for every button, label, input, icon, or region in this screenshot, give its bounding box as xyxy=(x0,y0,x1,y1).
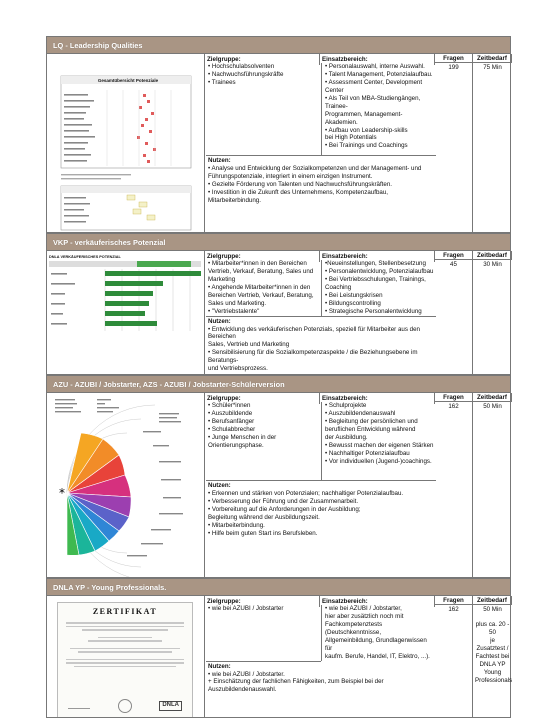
fragen-header: Fragen xyxy=(435,393,473,402)
einsatzbereich-list xyxy=(321,63,436,155)
nutzen-block xyxy=(206,316,436,375)
fragen-value: 162 xyxy=(435,402,473,577)
list-item: • Talent Management, Potenzialaufbau. xyxy=(325,70,433,78)
list-item: • Hilfe beim guten Start ins Berufsleben. xyxy=(208,529,318,537)
list-item: Fachkompetenztests (Deutschkenntnisse, xyxy=(325,620,383,636)
list-item: beruflichen Entwicklung während xyxy=(325,425,416,433)
list-item: • Schulabbrecher xyxy=(208,425,256,433)
einsatzbereich-list xyxy=(321,402,436,480)
zielgruppe-list xyxy=(206,260,321,316)
section-dnla-yp xyxy=(46,578,511,718)
zeitbedarf-header: Zeitbedarf xyxy=(473,393,512,402)
einsatzbereich-label: Einsatzbereich: xyxy=(320,54,435,65)
zielgruppe-label: Zielgruppe: xyxy=(205,596,320,607)
list-item: • Angehende Mitarbeiter*innen in den xyxy=(208,283,311,291)
azu-thumbnail xyxy=(47,393,205,577)
list-item: • Bei Leistungskrisen xyxy=(325,291,383,299)
list-item: • Analyse und Entwicklung der Sozialkompetenzen und der Management- und xyxy=(208,164,422,172)
list-item: Programmen, Management-Akademien. xyxy=(325,110,403,126)
list-item: • Aufbau von Leadership-skills xyxy=(325,126,408,134)
list-item: Orientierungsphase. xyxy=(208,441,264,449)
zielgruppe-label: Zielgruppe: xyxy=(205,251,320,262)
lq-thumbnail xyxy=(47,54,205,232)
section-title: DNLA YP - Young Professionals. xyxy=(53,583,167,592)
nutzen-label: Nutzen: xyxy=(208,157,231,164)
yp-text-block xyxy=(206,605,436,695)
list-item: • Nachhaltiger Potenzialaufbau xyxy=(325,449,410,457)
list-item: • Schulprojekte xyxy=(325,402,367,409)
list-item: • Berufsanfänger xyxy=(208,417,255,425)
list-item: hier aber zusätzlich noch mit xyxy=(325,612,404,620)
list-item: • Auszubildendenauswahl xyxy=(325,409,396,417)
zeitbedarf-header: Zeitbedarf xyxy=(473,54,512,63)
fragen-header: Fragen xyxy=(435,54,473,63)
section-title-band xyxy=(47,36,510,53)
yp-thumbnail xyxy=(47,596,205,717)
nutzen-block xyxy=(206,480,436,539)
zielgruppe-label: Zielgruppe: xyxy=(205,54,320,65)
zeitbedarf-value: 30 Min xyxy=(483,261,502,268)
document-page xyxy=(46,36,511,718)
zielgruppe-label: Zielgruppe: xyxy=(205,393,320,404)
section-azu xyxy=(46,375,511,578)
zeitbedarf-line: DNLA YP xyxy=(479,660,506,668)
svg-text:*: * xyxy=(59,486,65,500)
list-item: • wie bei AZUBI / Jobstarter, xyxy=(325,605,402,612)
list-item: • Auszubildende xyxy=(208,409,253,417)
list-item: • Vor individuellen (Jugend-)coachings. xyxy=(325,457,432,465)
list-item: Auszubildendenauswahl. xyxy=(208,686,277,694)
seal-icon xyxy=(118,699,132,713)
list-item: • Nachwuchsführungskräfte xyxy=(208,70,284,78)
list-item: • Personalentwicklung, Potenzialaufbau xyxy=(325,267,434,275)
section-title-band xyxy=(47,578,510,595)
nutzen-block xyxy=(206,155,436,206)
list-item: • Vorbereitung auf die Anforderungen in der Ausbildung; xyxy=(208,505,361,513)
section-title-band xyxy=(47,375,510,392)
lq-text-block xyxy=(206,63,436,206)
list-item: • Verbesserung der Führung und der Zusammenarbeit. xyxy=(208,497,359,505)
zeitbedarf-line: plus ca. 20 - xyxy=(475,620,510,628)
list-item: • Trainees xyxy=(208,78,236,86)
list-item: Vertrieb, Verkauf, Beratung, Sales und xyxy=(208,267,314,275)
section-title: AZU - AZUBI / Jobstarter, AZS - AZUBI / Jobstarter-Schülerversion xyxy=(53,380,285,389)
zeitbedarf-line: je Zusatztest / xyxy=(476,636,509,652)
zeitbedarf-value: 50 Min xyxy=(483,403,502,410)
zeitbedarf-line: Professionals xyxy=(475,676,513,684)
list-item: • "Vertriebstalente" xyxy=(208,307,260,315)
list-item: •Neueinstellungen, Stellenbesetzung xyxy=(325,260,426,267)
list-item: Führungspotenziale, integriert in einem einzigen Instrument. xyxy=(208,172,373,180)
list-item: Bereichen Vertrieb, Verkauf, Beratung, xyxy=(208,291,314,299)
list-item: • Strategische Personalentwicklung xyxy=(325,307,422,315)
list-item: • wie bei AZUBI / Jobstarter. xyxy=(208,670,285,678)
list-item: • Mitarbeiterbindung. xyxy=(208,521,265,529)
einsatzbereich-list xyxy=(321,260,436,316)
zeitbedarf-line: Fachtest bei xyxy=(475,652,510,660)
list-item: Sales und Marketing. xyxy=(208,299,267,307)
zeitbedarf-value: 75 Min xyxy=(483,64,502,71)
list-item: bei High Potentials xyxy=(325,134,377,142)
zeitbedarf-cell xyxy=(473,605,512,717)
list-item: Begleitung während der Ausbildungszeit. xyxy=(208,513,320,521)
list-item: • Assessment Center, Development Center xyxy=(325,78,423,94)
zeitbedarf-line: 50 Min xyxy=(483,606,502,613)
nutzen-block xyxy=(206,661,384,696)
list-item: Allgemeinbildung, Grundlagenwissen für xyxy=(325,636,427,652)
list-item: • Entwicklung des verkäuferischen Potenzials, speziell für Mitarbeiter aus den Bereichen xyxy=(208,325,420,341)
list-item: • Hochschulabsolventen xyxy=(208,63,275,70)
list-item: • Bewusst machen der eigenen Stärken xyxy=(325,441,434,449)
nutzen-label: Nutzen: xyxy=(208,662,231,670)
list-item: und Vertriebsprozess. xyxy=(208,365,268,373)
list-item: kaufm. Berufe, Handel, IT, Elektro, ...). xyxy=(325,652,430,660)
azu-radial-chart-image xyxy=(47,393,204,577)
vkp-text-block xyxy=(206,260,436,374)
list-item: + Einschätzung der fachlichen Fähigkeiten, zum Beispiel bei der xyxy=(208,678,384,686)
list-item: • Erkennen und stärken von Potenzialen; nachhaltiger Potenzialaufbau. xyxy=(208,489,404,497)
list-item: • Investition in die Zukunft des Unternehmens, Kompetenzaufbau, xyxy=(208,188,388,196)
list-item: Coaching xyxy=(325,283,352,291)
list-item: der Ausbildung. xyxy=(325,433,368,441)
zielgruppe-list xyxy=(206,63,321,155)
zeitbedarf-line: 50 xyxy=(489,628,496,636)
list-item: • Als Teil von MBA-Studiengängen, Trainee- xyxy=(325,94,421,110)
list-item: Marketing xyxy=(208,275,236,283)
signature-line xyxy=(68,701,90,709)
vkp-chart-image xyxy=(47,251,204,374)
list-item: Mitarbeiterbindung. xyxy=(208,196,261,204)
zielgruppe-list xyxy=(206,402,321,480)
section-title: LQ - Leadership Qualities xyxy=(53,41,143,50)
nutzen-label: Nutzen: xyxy=(208,317,231,325)
nutzen-label: Nutzen: xyxy=(208,482,231,489)
vkp-thumbnail xyxy=(47,251,205,374)
list-item: • Schüler*innen xyxy=(208,402,251,409)
list-item: • Bei Vertriebsschulungen, Trainings, xyxy=(325,275,426,283)
zielgruppe-list xyxy=(206,605,321,661)
certificate-image xyxy=(57,602,193,717)
list-item: Sales, Vertrieb und Marketing xyxy=(208,341,290,349)
list-item: • Bei Trainings und Coachings xyxy=(325,142,408,150)
list-item: • Mitarbeiter*innen in den Bereichen xyxy=(208,260,307,267)
zeitbedarf-header: Zeitbedarf xyxy=(473,251,512,260)
einsatzbereich-label: Einsatzbereich: xyxy=(320,251,435,262)
einsatzbereich-label: Einsatzbereich: xyxy=(320,596,435,607)
einsatzbereich-label: Einsatzbereich: xyxy=(320,393,435,404)
section-vkp xyxy=(46,233,511,375)
section-title: VKP - verkäuferisches Potenzial xyxy=(53,238,166,247)
list-item: • Sensibilisierung für die Sozialkompetenzaspekte / die Beziehungsebene im Beratungs- xyxy=(208,349,418,365)
fragen-header: Fragen xyxy=(435,596,473,605)
dnla-logo: DNLA xyxy=(159,701,182,711)
vkp-thumbnail-title: DNLA VERKÄUFERISCHES POTENZIAL xyxy=(49,255,121,259)
list-item: • Junge Menschen in der xyxy=(208,433,277,441)
section-title-band xyxy=(47,233,510,250)
list-item: • wie bei AZUBI / Jobstarter xyxy=(208,605,284,612)
list-item: • Bildungscontrolling xyxy=(325,299,381,307)
list-item: • Gezielte Förderung von Talenten und Nachwuchsführungskräften. xyxy=(208,180,393,188)
lq-thumbnail-title: Gesamtübersicht Potenziale xyxy=(97,78,159,83)
fragen-value: 45 xyxy=(435,260,473,374)
fragen-value: 199 xyxy=(435,63,473,232)
zeitbedarf-line: Young xyxy=(483,668,502,676)
zeitbedarf-line xyxy=(475,614,510,621)
list-item: • Personalauswahl, interne Auswahl. xyxy=(325,63,425,70)
zeitbedarf-header: Zeitbedarf xyxy=(473,596,512,605)
section-lq xyxy=(46,36,511,233)
azu-text-block xyxy=(206,402,436,539)
fragen-value: 162 xyxy=(435,605,473,717)
list-item: • Begleitung der persönlichen und xyxy=(325,417,418,425)
certificate-title: ZERTIFIKAT xyxy=(92,607,158,616)
fragen-header: Fragen xyxy=(435,251,473,260)
einsatzbereich-list xyxy=(321,605,436,661)
